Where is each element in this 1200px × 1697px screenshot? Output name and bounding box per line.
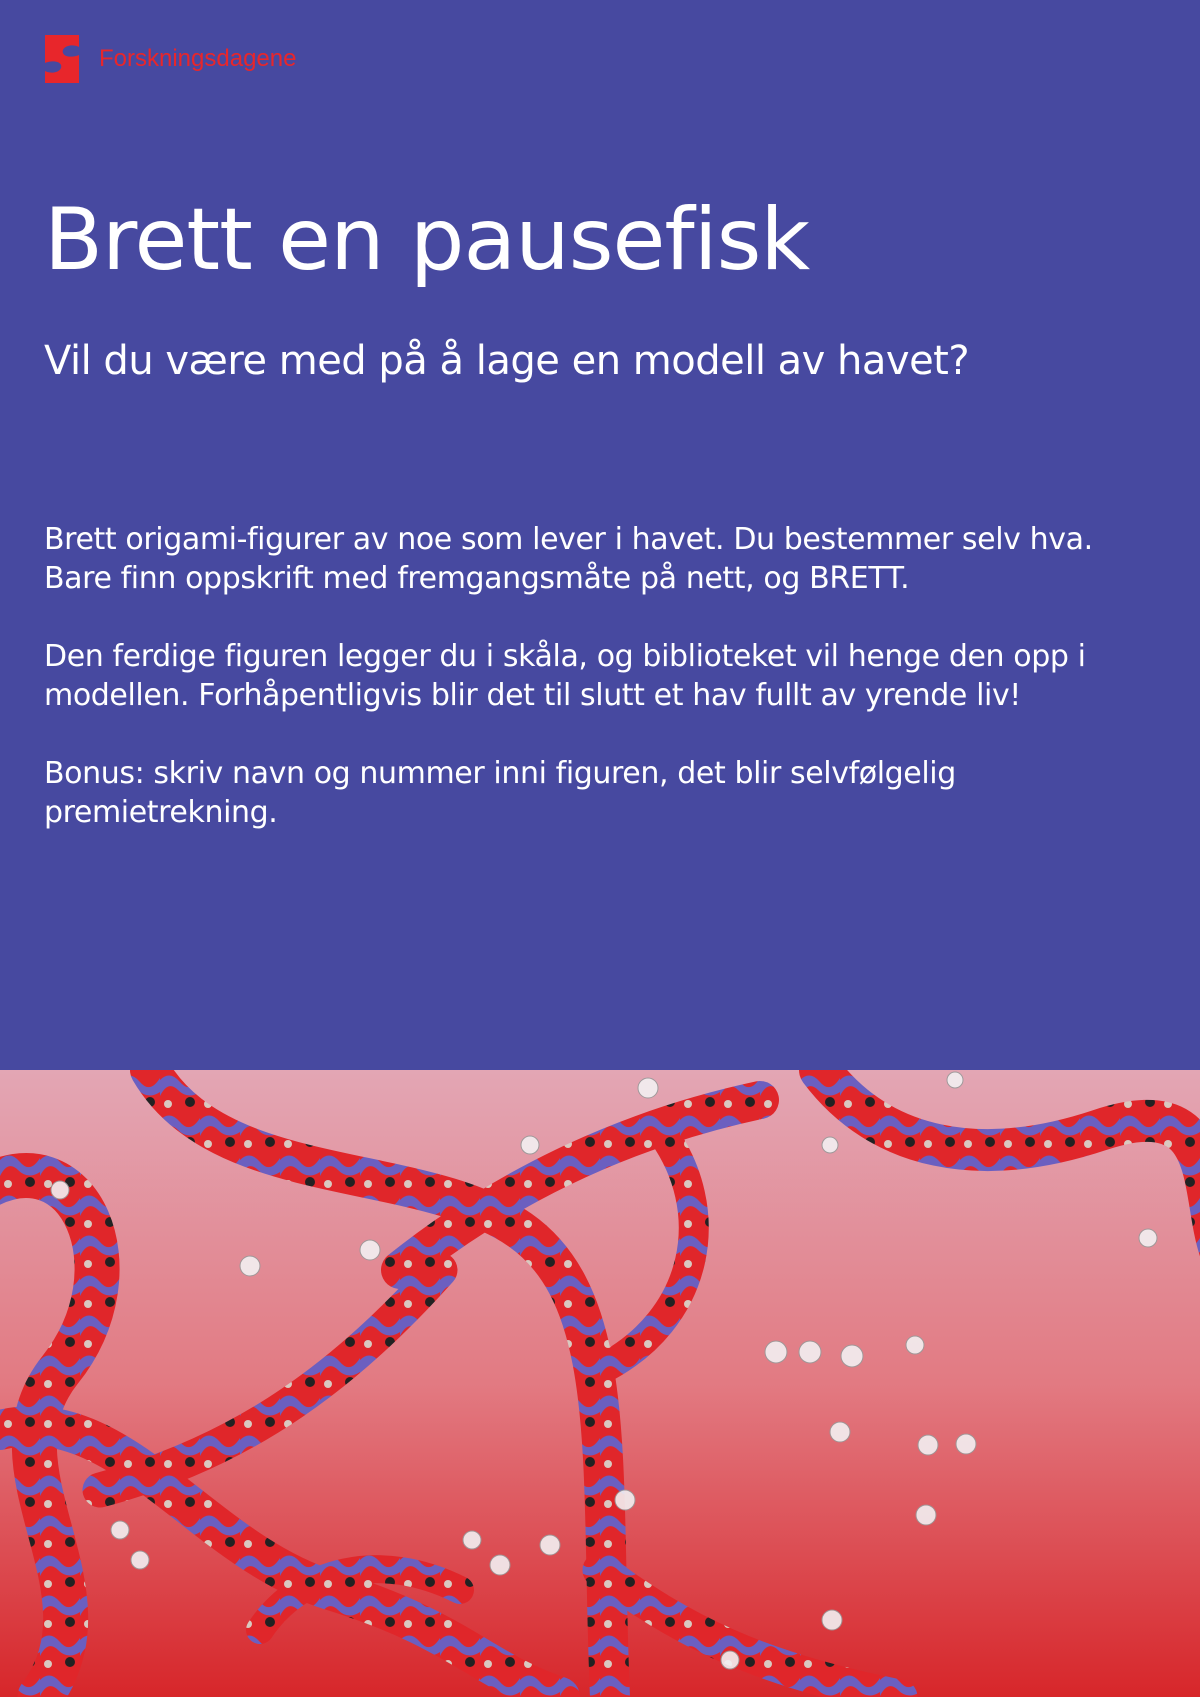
page-title: Brett en pausefisk	[44, 190, 810, 290]
forskningsdagene-logo-icon	[43, 33, 81, 85]
paragraph: Brett origami-figurer av noe som lever i havet. Du bestemmer selv hva. Bare finn oppskrift med fremgangsmåte på nett, og BRETT.	[44, 522, 1093, 596]
brand-logo	[43, 33, 296, 85]
paragraph: Den ferdige figuren legger du i skåla, og biblioteket vil henge den opp i modellen. Forhåpentligvis blir det til slutt et hav fullt av yrende liv!	[44, 639, 1086, 713]
paragraph: Bonus: skriv navn og nummer inni figuren, det blir selvfølgelig premietrekning.	[44, 756, 956, 830]
body-text	[44, 520, 1164, 871]
ocean-ribbon-artwork	[0, 1070, 1200, 1697]
brand-name: Forskningsdagene	[99, 45, 297, 72]
page-subtitle: Vil du være med på å lage en modell av havet?	[44, 338, 970, 384]
